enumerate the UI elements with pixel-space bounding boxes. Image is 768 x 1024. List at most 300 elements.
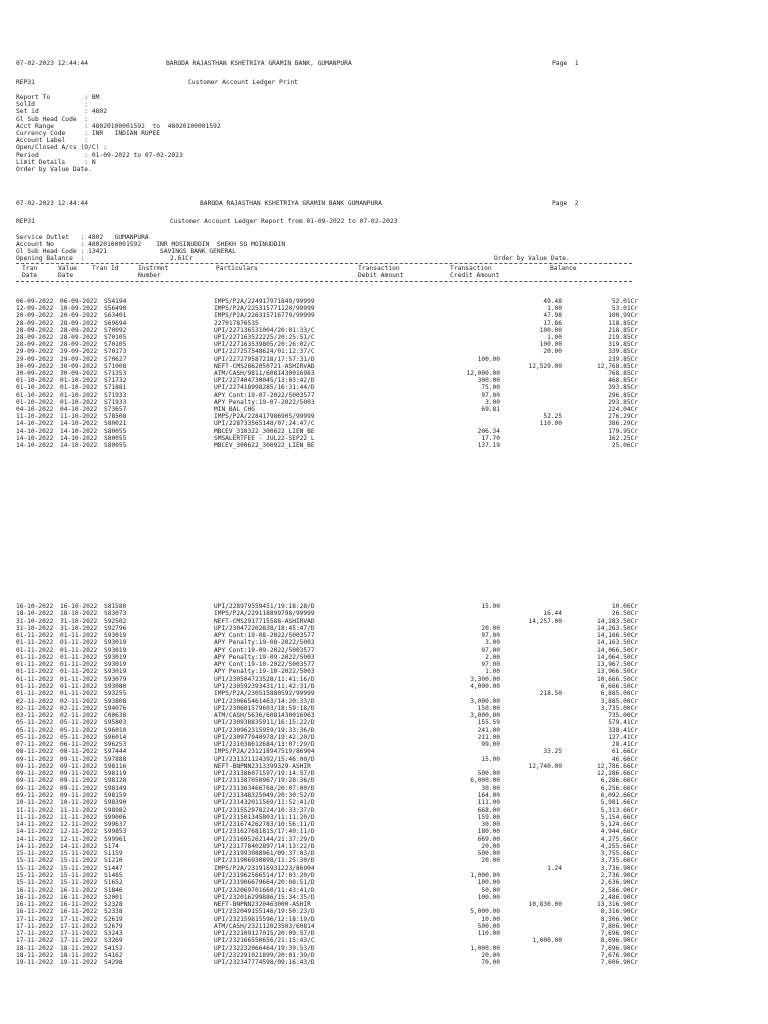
report-param-line: Limit Details : N [16,158,96,166]
row-value-date: 01-11-2022 [60,682,98,690]
row-debit-amount: 5,000.00 [470,908,500,916]
row-debit-amount: 211.00 [477,733,500,741]
row-balance: 25.06Cr [611,442,638,449]
row-balance: 218.85Cr [608,326,638,334]
report-param-line: Acct Range : 48020100001592 to 48020100001592 [16,122,221,130]
row-tran-id: S70105 [104,334,127,341]
row-particulars: IMPS/P2A/226315716779/99999 [214,312,315,320]
row-balance: 8,696.90Cr [600,937,638,945]
row-balance: 179.95Cr [608,427,638,435]
row-tran-date: 15-11-2022 [16,879,54,887]
row-balance: 239.85Cr [608,355,638,363]
row-particulars: UPI/230472202838/18:45:47/D [214,624,315,632]
row-tran-id: S2328 [104,901,123,909]
page-number: Page 2 [552,200,579,207]
page-number: Page 1 [552,60,579,67]
table-row [16,334,638,341]
row-tran-id: S98119 [104,770,127,778]
row-tran-date: 03-11-2022 [16,712,54,720]
row-debit-amount: 20.00 [481,842,500,850]
row-particulars: APY Cont:19-09-2022/5003577 [214,646,315,654]
row-value-date: 18-11-2022 [60,951,98,959]
row-balance: 219.85Cr [608,334,638,341]
bank-name: BARODA RAJASTHAN KSHETRIYA GRAMIN BANK GUMANPURA [200,200,382,207]
row-credit-amount: 1,000.00 [532,937,562,945]
row-tran-id: S93019 [104,668,127,676]
table-row [16,384,638,391]
row-value-date: 01-11-2022 [60,668,98,676]
row-particulars: UPI/227279587218/17:57:31/D [214,355,315,363]
row-tran-date: 16-11-2022 [16,901,54,909]
row-debit-amount: 30.00 [481,821,500,829]
row-tran-id: S97444 [104,748,127,756]
row-value-date: 16-11-2022 [60,893,98,901]
row-balance: 3,885.00Cr [600,697,638,705]
row-balance: 12,768.85Cr [597,362,638,370]
row-balance: 4,944.66Cr [600,828,638,836]
row-tran-id: S93080 [104,682,127,690]
row-balance: 100.99Cr [608,312,638,320]
row-tran-id: S98390 [104,799,127,807]
table-row [16,952,638,959]
row-tran-id: S4152 [104,944,123,952]
row-tran-id: S71933 [104,398,127,406]
row-tran-id: S2679 [104,922,123,930]
row-particulars: UPI/231363466768/20:07:00/D [214,784,315,792]
row-value-date: 16-11-2022 [60,908,98,916]
row-balance: 14,066.50Cr [597,646,638,654]
row-value-date: 10-09-2022 [60,305,98,313]
row-particulars: NEFT-CMS2862050721-ASHIRVAD [214,362,315,370]
row-tran-date: 18-11-2022 [16,944,54,952]
row-debit-amount: 669.00 [477,835,500,843]
row-value-date: 01-10-2022 [60,391,98,399]
row-balance: 5,154.66Cr [600,813,638,821]
col-value-date: Value Date [58,265,77,279]
row-debit-amount: 20.00 [481,857,500,865]
row-tran-id: S1485 [104,871,123,879]
row-tran-id: S1846 [104,886,123,894]
row-value-date: 05-11-2022 [60,733,98,741]
row-value-date: 28-09-2022 [60,326,98,334]
row-particulars: UPI/230962315959/19:33:36/D [214,726,315,734]
table-row [16,442,638,449]
row-debit-amount: 17.70 [481,434,500,442]
table-row [16,370,638,377]
table-row [16,901,638,908]
row-tran-date: 31-10-2022 [16,624,54,632]
row-tran-date: 01-11-2022 [16,682,54,690]
row-tran-id: S81580 [104,603,127,610]
table-row [16,661,638,668]
report-param-line: Order by Value Date. [16,166,92,173]
row-balance: 6,885.00Cr [600,690,638,698]
row-tran-date: 05-11-2022 [16,719,54,727]
table-row [16,843,638,850]
row-tran-date: 09-11-2022 [16,784,54,792]
row-debit-amount: 137.19 [477,442,500,449]
table-row [16,807,638,814]
table-row [16,312,638,319]
row-value-date: 01-10-2022 [60,398,98,406]
row-value-date: 15-11-2022 [60,850,98,858]
table-row [16,930,638,937]
row-credit-amount: 218.50 [539,690,562,698]
table-row [16,625,638,632]
row-credit-amount: 33.25 [543,748,562,756]
row-tran-id: S54194 [104,298,127,305]
row-particulars: ATM/CASH/232112023503/60814 [214,922,315,930]
row-particulars: IMPS/P2A/231218947519/86904 [214,748,315,756]
row-value-date: 01-11-2022 [60,632,98,640]
report-code: REP31 [16,218,35,225]
row-debit-amount: 99.00 [481,741,500,749]
row-tran-id: S93019 [104,653,127,661]
row-tran-date: 14-10-2022 [16,427,54,435]
table-row [16,690,638,697]
row-value-date: 05-11-2022 [60,726,98,734]
row-particulars: UPI/232232066464/19:39:53/D [214,944,315,952]
row-tran-id: S70173 [104,348,127,356]
row-balance: 2,636.90Cr [600,879,638,887]
row-credit-amount: 17.86 [543,319,562,327]
row-value-date: 09-11-2022 [60,755,98,763]
row-tran-id: S93255 [104,690,127,698]
row-debit-amount: 500.00 [477,922,500,930]
col-debit: Transaction Debit Amount [358,265,404,279]
row-tran-id: S93808 [104,697,127,705]
table-row [16,792,638,799]
row-tran-id: S95803 [104,719,127,727]
report-title: Customer Account Ledger Report from 01-09-2022 to 07-02-2023 [170,218,398,225]
header-rule-top [16,263,632,264]
row-balance: 6,092.66Cr [600,792,638,800]
col-instrument: Instrmnt Number [138,265,169,279]
table-row [16,785,638,792]
row-credit-amount: 1.24 [547,864,562,872]
table-row [16,814,638,821]
row-tran-date: 10-11-2022 [16,799,54,807]
bank-name: BARODA RAJASTHAN KSHETRIYA GRAMIN BANK, GUMANPURA [166,60,352,67]
row-tran-id: S99961 [104,835,127,843]
table-row [16,857,638,864]
row-value-date: 18-10-2022 [60,610,98,618]
col-balance: Balance [550,265,577,272]
row-debit-amount: 75.00 [481,384,500,392]
report-code: REP31 [16,79,35,86]
row-value-date: 19-11-2022 [60,959,98,967]
row-particulars: UPI/227404730045/13:03:42/D [214,377,315,385]
row-debit-amount: 150.00 [477,704,500,712]
report-title: Customer Account Ledger Print [188,79,298,86]
row-tran-date: 01-10-2022 [16,398,54,406]
row-particulars: NEFT-BNPNN2313399329-ASHIR [214,762,311,770]
row-tran-date: 28-09-2022 [16,341,54,349]
row-tran-id: S96010 [104,726,127,734]
row-value-date: 28-09-2022 [60,341,98,349]
table-row [16,413,638,420]
row-value-date: 01-10-2022 [60,377,98,385]
row-tran-date: 01-10-2022 [16,377,54,385]
row-value-date: 16-11-2022 [60,886,98,894]
row-tran-date: 09-11-2022 [16,792,54,800]
row-tran-date: 06-09-2022 [16,298,54,305]
table-row [16,399,638,406]
row-tran-id: S4298 [104,959,123,967]
row-debit-amount: 20.00 [481,624,500,632]
row-balance: 6,286.66Cr [600,777,638,785]
row-debit-amount: 10.00 [481,915,500,923]
row-particulars: UPI/230601579603/18:59:18/D [214,704,315,712]
row-tran-date: 16-11-2022 [16,908,54,916]
row-tran-date: 01-10-2022 [16,384,54,392]
row-value-date: 02-11-2022 [60,712,98,720]
row-particulars: UPI/231552978224/10:33:37/D [214,806,315,814]
row-debit-amount: 180.00 [477,828,500,836]
row-particulars: UPI/232291021899/20:01:39/D [214,951,315,959]
row-tran-id: S92502 [104,617,127,625]
row-balance: 6,256.66Cr [600,784,638,792]
row-debit-amount: 155.59 [477,719,500,727]
row-credit-amount: 47.98 [543,312,562,320]
row-debit-amount: 1,000.00 [470,871,500,879]
table-row [16,937,638,944]
row-value-date: 31-10-2022 [60,624,98,632]
row-balance: 61.66Cr [611,748,638,756]
table-row [16,777,638,784]
row-tran-date: 04-10-2022 [16,406,54,413]
row-balance: 338.41Cr [608,726,638,734]
report-param-line: Account Label : [16,137,89,145]
row-particulars: APY Penalty:19-09-2022/5003 [214,653,315,661]
row-tran-date: 19-11-2022 [16,959,54,967]
row-tran-id: S80055 [104,442,127,449]
row-balance: 52.01Cr [611,298,638,305]
row-particulars: ATM/CASH/5636/6081430016963 [214,712,315,720]
row-debit-amount: 206.34 [477,427,500,435]
row-value-date: 14-11-2022 [60,842,98,850]
row-tran-date: 29-09-2022 [16,355,54,363]
row-debit-amount: 30.00 [481,784,500,792]
row-balance: 46.66Cr [611,755,638,763]
row-tran-id: S98982 [104,806,127,814]
row-tran-id: S63401 [104,312,127,320]
row-particulars: UPI/231906679664/20:08:51/D [214,879,315,887]
row-tran-date: 31-10-2022 [16,617,54,625]
report-timestamp: 07-02-2023 12:44:44 [16,60,89,67]
row-tran-date: 16-11-2022 [16,886,54,894]
row-particulars: UPI/227163539805/20:26:02/C [214,341,315,349]
row-balance: 768.85Cr [608,370,638,377]
row-tran-date: 14-11-2022 [16,821,54,829]
row-value-date: 30-09-2022 [60,362,98,370]
row-balance: 13,316.90Cr [597,901,638,909]
row-tran-id: S2001 [104,893,123,901]
row-particulars: UPI/231501345803/11:11:20/D [214,813,315,821]
row-tran-date: 12-09-2022 [16,305,54,313]
row-debit-amount: 2.00 [485,653,500,661]
row-balance: 3,736.90Cr [600,864,638,872]
table-row [16,959,638,966]
row-tran-date: 28-09-2022 [16,319,54,327]
row-tran-id: S78508 [104,413,127,421]
table-row [16,341,638,348]
row-balance: 468.85Cr [608,377,638,385]
row-credit-amount: 100.00 [539,326,562,334]
row-tran-date: 01-11-2022 [16,661,54,669]
row-value-date: 17-11-2022 [60,930,98,938]
row-particulars: UPI/232166550656/21:15:43/C [214,937,315,945]
row-particulars: UPI/231386071597/19:14:57/D [214,770,315,778]
row-particulars: UPI/231993088961/09:37:03/D [214,850,315,858]
row-debit-amount: 4,000.00 [470,682,500,690]
row-balance: 8,316.90Cr [600,908,638,916]
row-particulars: UPI/231321124392/15:46:00/D [214,755,315,763]
row-tran-id: S93019 [104,632,127,640]
row-value-date: 12-11-2022 [60,835,98,843]
row-balance: 3,735.66Cr [600,857,638,865]
row-tran-date: 01-10-2022 [16,391,54,399]
row-value-date: 06-09-2022 [60,298,98,305]
row-balance: 579.41Cr [608,719,638,727]
row-balance: 3,735.00Cr [600,704,638,712]
row-balance: 393.85Cr [608,384,638,392]
table-row [16,363,638,370]
row-tran-date: 01-11-2022 [16,668,54,676]
row-credit-amount: 100.00 [539,341,562,349]
row-debit-amount: 6,000.00 [470,777,500,785]
row-balance: 12,286.66Cr [597,770,638,778]
row-debit-amount: 100.00 [477,893,500,901]
opening-balance-label: Opening Balance : [16,255,85,262]
row-value-date: 15-11-2022 [60,879,98,887]
row-value-date: 12-11-2022 [60,821,98,829]
table-row [16,748,638,755]
row-tran-id: S71881 [104,384,127,392]
row-particulars: UPI/227136531004/20:01:33/C [214,326,315,334]
row-tran-date: 17-11-2022 [16,915,54,923]
row-balance: 3,755.66Cr [600,850,638,858]
table-row [16,676,638,683]
row-particulars: APY Cont:19-10-2022/5003577 [214,661,315,669]
row-particulars: UPI/230665461463/14:20:33/D [214,697,315,705]
row-tran-date: 16-11-2022 [16,893,54,901]
service-outlet: Service Outlet : 4802 GUMANPURA [16,234,149,241]
row-balance: 224.04Cr [608,406,638,413]
table-row [16,756,638,763]
row-tran-id: S71933 [104,391,127,399]
row-balance: 735.00Cr [608,712,638,720]
row-balance: 13,966.50Cr [597,668,638,676]
report-param-line: Currency Code : INR INDIAN RUPEE [16,130,161,137]
row-particulars: IMPS/P2A/228417986905/99999 [214,413,315,421]
row-tran-date: 18-10-2022 [16,610,54,618]
row-balance: 2,586.90Cr [600,886,638,894]
row-tran-id: S98128 [104,777,127,785]
row-tran-id: S70627 [104,355,127,363]
table-row [16,872,638,879]
row-particulars: ATM/CASH/9811/6081430016963 [214,370,315,377]
row-particulars: UPI/232049155146/19:50:23/D [214,908,315,916]
row-tran-date: 28-09-2022 [16,326,54,334]
row-debit-amount: 97.00 [481,661,500,669]
row-balance: 8,306.90Cr [600,915,638,923]
row-particulars: UPI/227163522225/20:25:51/C [214,334,315,341]
row-particulars: MBCEV_310322_300622_LIEN_BE [214,427,315,435]
row-value-date: 09-11-2022 [60,777,98,785]
row-tran-id: S80021 [104,420,127,428]
row-tran-id: S98149 [104,784,127,792]
row-balance: 162.25Cr [608,434,638,442]
table-row [16,770,638,777]
table-row [16,712,638,719]
table-row [16,420,638,427]
row-tran-id: S93079 [104,675,127,683]
table-row [16,348,638,355]
table-row [16,305,638,312]
row-tran-id: S99637 [104,821,127,829]
row-tran-date: 01-11-2022 [16,675,54,683]
row-balance: 14,064.50Cr [597,653,638,661]
row-value-date: 11-11-2022 [60,806,98,814]
row-tran-id: S92796 [104,624,127,632]
table-row [16,632,638,639]
row-tran-date: 14-11-2022 [16,842,54,850]
row-value-date: 09-11-2022 [60,762,98,770]
table-row [16,879,638,886]
row-value-date: 01-11-2022 [60,661,98,669]
table-row [16,705,638,712]
row-balance: 14,263.50Cr [597,624,638,632]
row-tran-date: 14-10-2022 [16,442,54,449]
row-tran-id: S71008 [104,362,127,370]
row-particulars: UPI/232016299886/15:34:35/D [214,893,315,901]
account-number: Account No : 48020100001592 INR MOSINUDDIN SHEKH SO MOINUDDIN [16,241,286,248]
table-row [16,763,638,770]
row-tran-id: S98116 [104,762,127,770]
row-tran-id: S174 [104,842,119,850]
row-particulars: UPI/231038612684/13:07:29/D [214,741,315,749]
row-particulars: UPI/232159815596/12:18:19/D [214,915,315,923]
table-row [16,698,638,705]
row-tran-date: 11-11-2022 [16,813,54,821]
row-particulars: APY Cont:19-08-2022/5003577 [214,632,315,640]
row-debit-amount: 15.00 [481,603,500,610]
report-param-line: Open/Closed A/cs (O/C) : [16,144,107,152]
row-tran-date: 11-11-2022 [16,806,54,814]
row-tran-id: S80055 [104,434,127,442]
row-particulars: UPI/230504723528/11:41:16/D [214,675,315,683]
row-tran-date: 17-11-2022 [16,930,54,938]
row-tran-date: 09-11-2022 [16,770,54,778]
col-credit: Transaction Credit Amount [450,265,500,279]
row-debit-amount: 1,000.00 [470,944,500,952]
row-debit-amount: 111.00 [477,799,500,807]
row-value-date: 01-11-2022 [60,690,98,698]
row-particulars: IMPS/P2A/229118899798/99999 [214,610,315,618]
row-tran-id: S80055 [104,427,127,435]
row-tran-date: 15-11-2022 [16,871,54,879]
row-tran-id: S71732 [104,377,127,385]
row-debit-amount: 20.00 [481,951,500,959]
row-balance: 14,166.50Cr [597,632,638,640]
row-balance: 319.85Cr [608,341,638,349]
row-value-date: 15-11-2022 [60,857,98,865]
row-tran-id: S99853 [104,828,127,836]
table-row [16,392,638,399]
row-particulars: UPI/231627681815/17:40:11/D [214,828,315,836]
row-particulars: IMPS/P2A/231916931223/86904 [214,864,315,872]
